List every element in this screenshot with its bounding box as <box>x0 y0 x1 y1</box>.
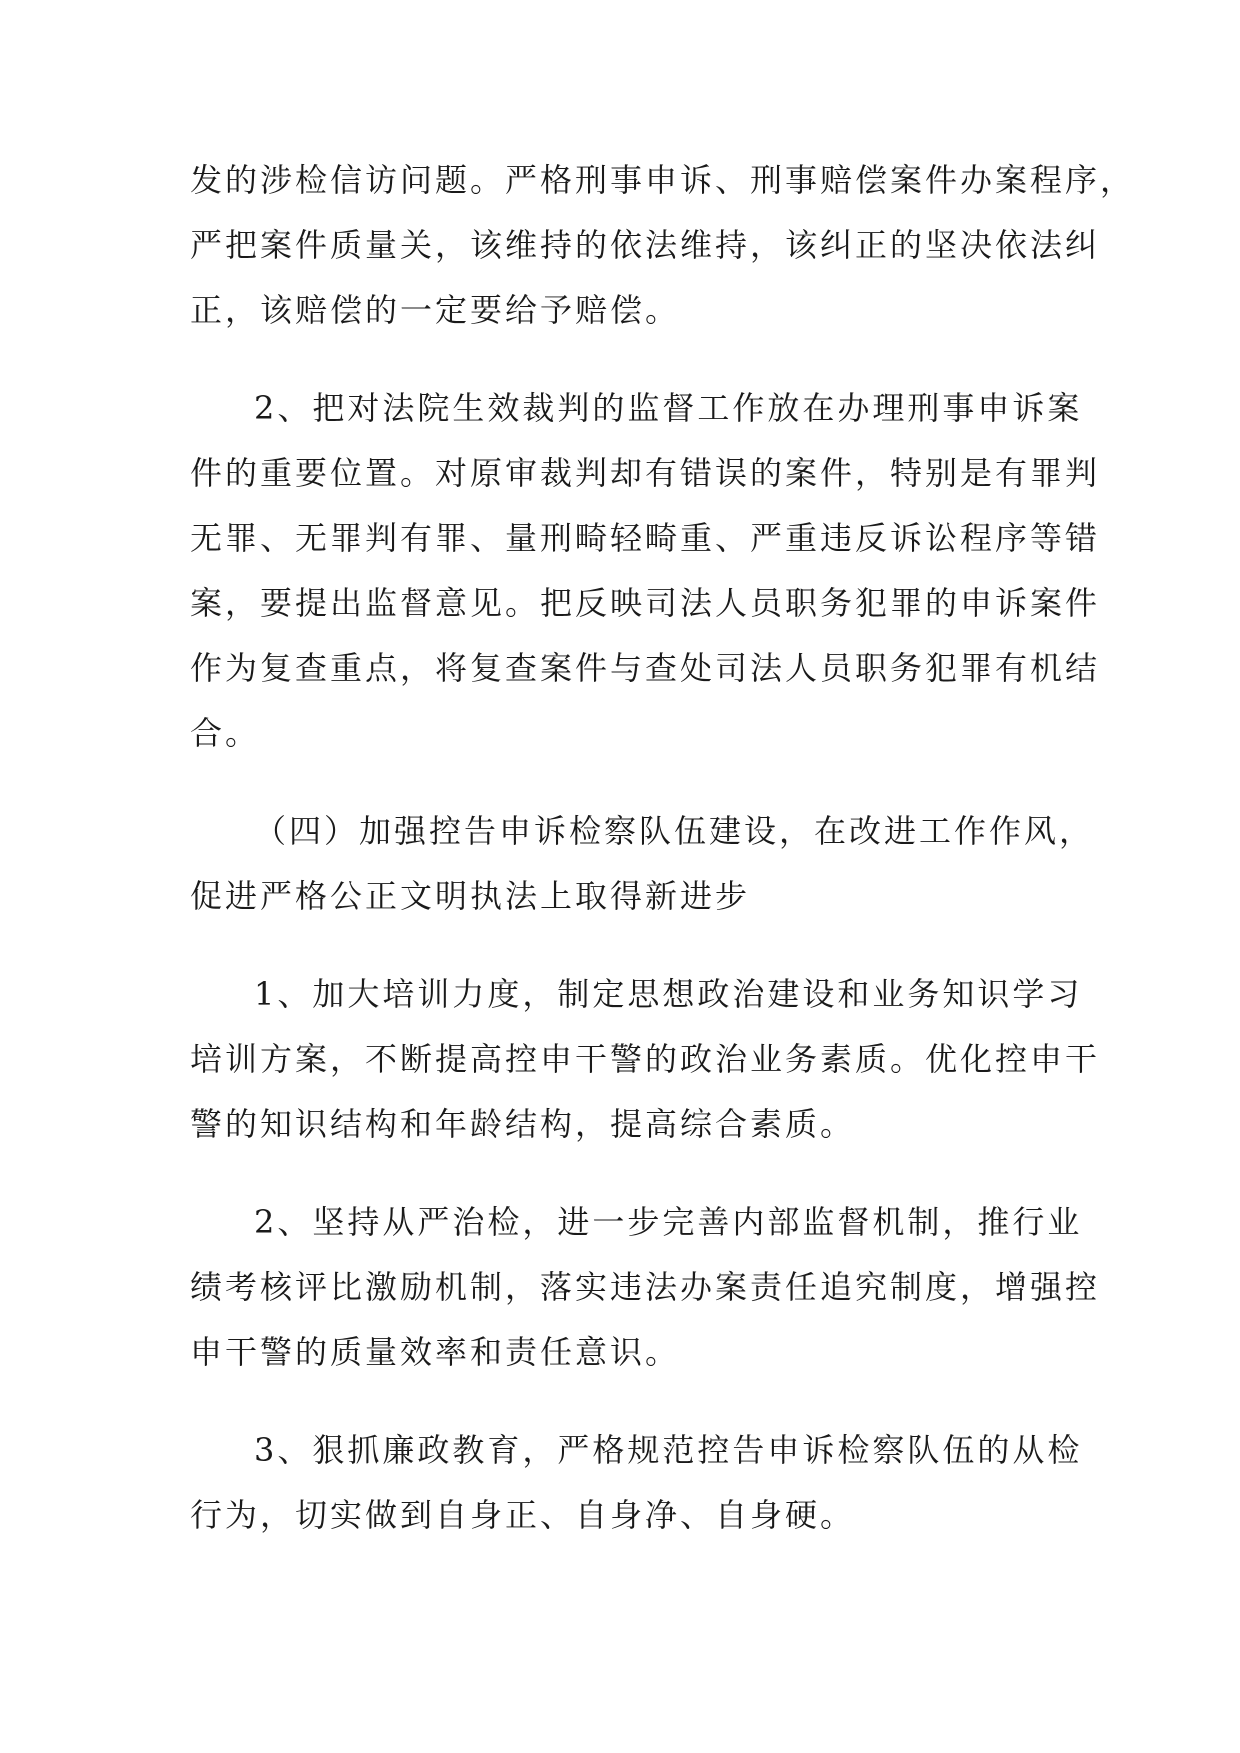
paragraph-item-2 <box>190 376 1101 766</box>
heading-line: 促进严格公正文明执法上取得新进步 <box>190 877 751 915</box>
section-heading-4 <box>190 799 1095 929</box>
paragraph-item-3 <box>190 1418 1083 1548</box>
text-line: 严把案件质量关，该维持的依法维持，该纠正的坚决依法纠 <box>190 226 1101 264</box>
text-line: 2、坚持从严治检，进一步完善内部监督机制，推行业 <box>254 1203 1083 1241</box>
text-line: 案，要提出监督意见。把反映司法人员职务犯罪的申诉案件 <box>190 584 1101 622</box>
text-line: 作为复查重点，将复查案件与查处司法人员职务犯罪有机结 <box>190 649 1101 687</box>
text-line: 警的知识结构和年龄结构，提高综合素质。 <box>190 1105 856 1143</box>
heading-line: （四）加强控告申诉检察队伍建设，在改进工作作风， <box>254 812 1095 850</box>
text-line: 合。 <box>190 714 261 752</box>
text-line: 申干警的质量效率和责任意识。 <box>190 1333 681 1371</box>
text-line: 正，该赔偿的一定要给予赔偿。 <box>190 291 681 329</box>
paragraph-item-2b <box>190 1190 1101 1385</box>
text-line: 1、加大培训力度，制定思想政治建设和业务知识学习 <box>254 975 1083 1013</box>
text-line: 2、把对法院生效裁判的监督工作放在办理刑事申诉案 <box>254 389 1083 427</box>
paragraph-continuation <box>190 148 1136 343</box>
text-line: 行为，切实做到自身正、自身净、自身硬。 <box>190 1496 856 1534</box>
text-line: 3、狠抓廉政教育，严格规范控告申诉检察队伍的从检 <box>254 1431 1083 1469</box>
document-body <box>190 148 1136 1548</box>
text-line: 培训方案，不断提高控申干警的政治业务素质。优化控申干 <box>190 1040 1101 1078</box>
paragraph-item-1 <box>190 962 1101 1157</box>
text-line: 绩考核评比激励机制，落实违法办案责任追究制度，增强控 <box>190 1268 1101 1306</box>
text-line: 无罪、无罪判有罪、量刑畸轻畸重、严重违反诉讼程序等错 <box>190 519 1101 557</box>
text-line: 发的涉检信访问题。严格刑事申诉、刑事赔偿案件办案程序， <box>190 161 1136 199</box>
text-line: 件的重要位置。对原审裁判却有错误的案件，特别是有罪判 <box>190 454 1101 492</box>
